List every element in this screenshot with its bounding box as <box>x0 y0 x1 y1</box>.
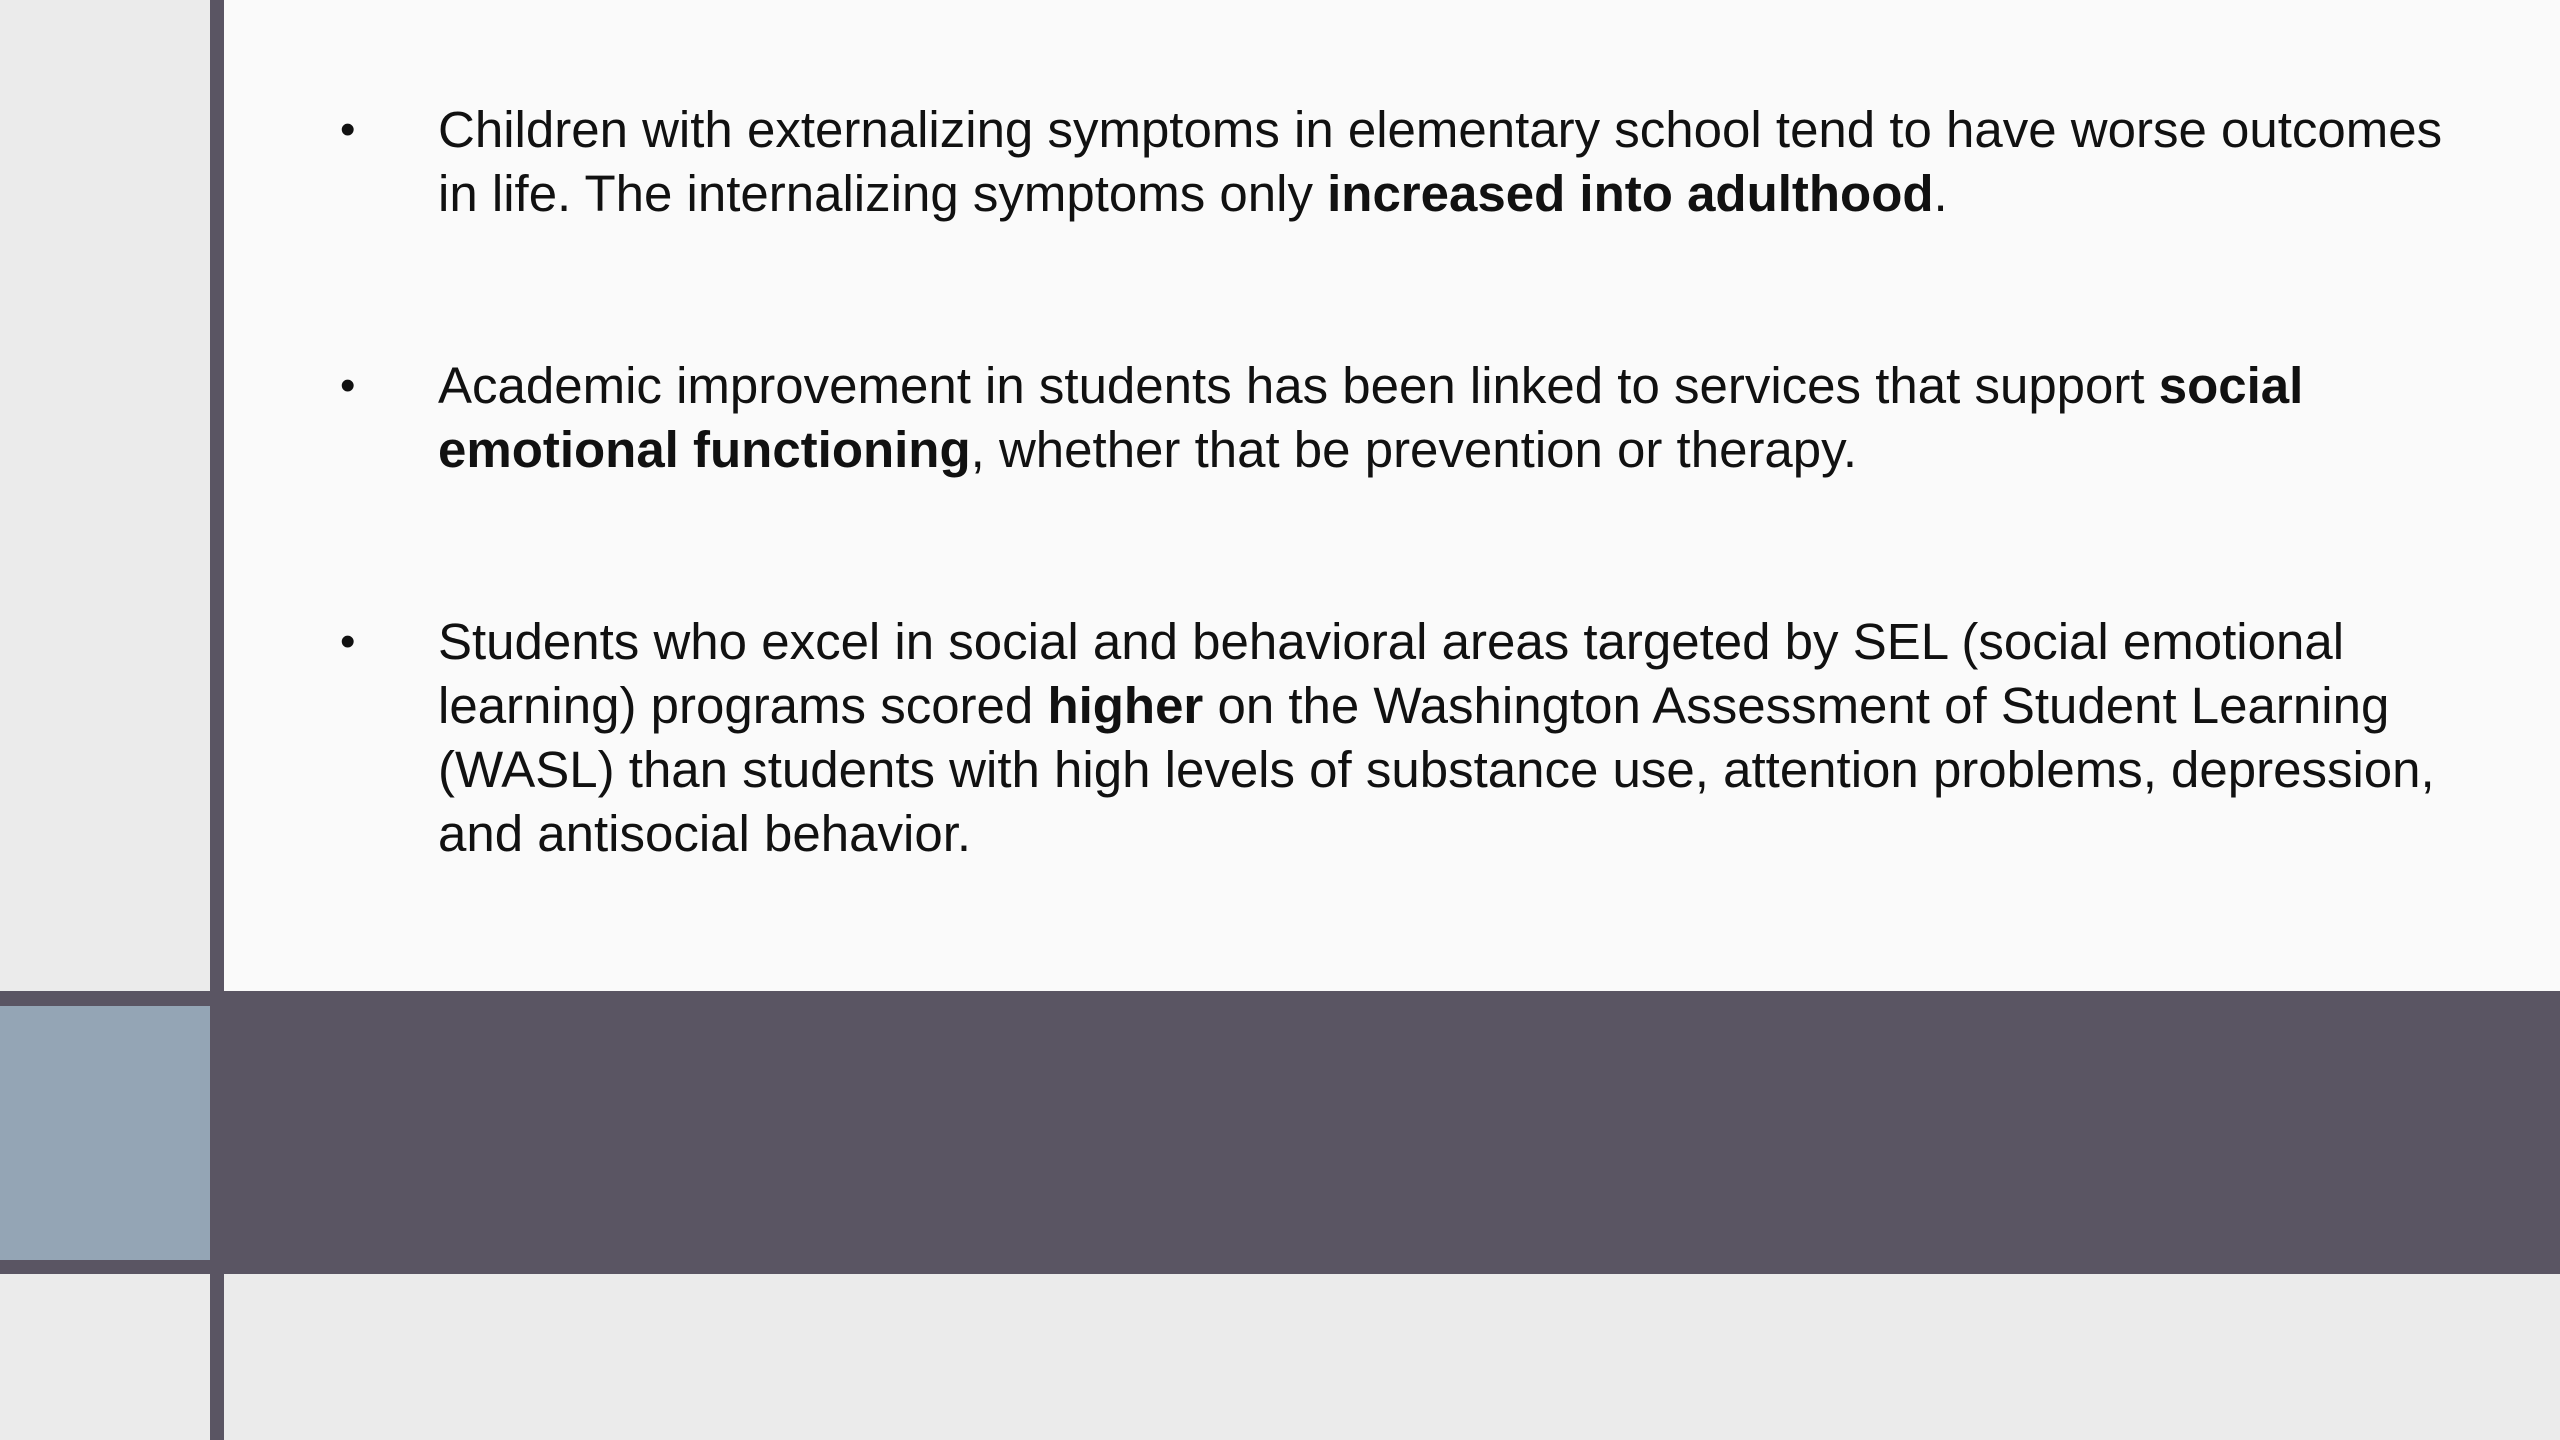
bullet-dot-icon: • <box>340 617 356 666</box>
bottom-margin-area <box>224 1274 2560 1440</box>
bullet-text-segment: Children with externalizing symptoms in elementary school tend to have worse outcomes in life. The internalizing symptoms only <box>438 101 2443 222</box>
bullet-text-segment: , whether that be prevention or therapy. <box>970 421 1858 478</box>
bullet-list <box>334 98 2444 994</box>
accent-square <box>0 1006 210 1260</box>
bullet-dot-icon: • <box>340 105 356 154</box>
bullet-text-emphasis: social emotional functioning <box>438 357 2304 478</box>
bullet-text-segment: Students who excel in social and behavioral areas targeted by SEL (social emotional learning) programs scored <box>438 613 2345 734</box>
bullet-text-emphasis: higher <box>1047 677 1204 734</box>
bullet-text <box>438 101 2442 222</box>
bullet-text-segment: Academic improvement in students has been linked to services that support <box>438 357 2159 414</box>
bullet-text-segment: . <box>1933 165 1948 222</box>
bullet-text-emphasis: increased into adulthood <box>1327 165 1934 222</box>
bullet-text-segment: on the Washington Assessment of Student Learning (WASL) than students with high levels of substance use, attention problems, depression, and antisocial behavior. <box>438 677 2435 862</box>
vertical-divider <box>210 0 224 1440</box>
bullet-item <box>334 610 2444 866</box>
bullet-text <box>438 357 2303 478</box>
bullet-dot-icon: • <box>340 361 356 410</box>
bullet-item <box>334 98 2444 226</box>
bullet-item <box>334 354 2444 482</box>
footer-band <box>0 991 2560 1274</box>
bullet-text <box>438 613 2435 862</box>
